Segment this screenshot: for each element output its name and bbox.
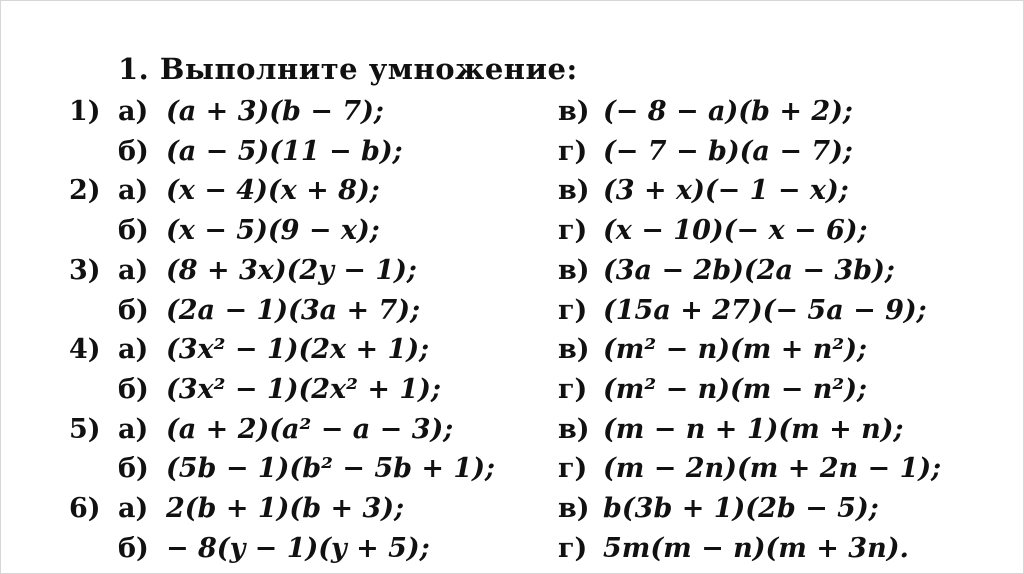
item-label: г) — [558, 453, 588, 485]
math-expression: 2(b + 1)(b + 3); — [166, 493, 405, 524]
item-label: б) — [118, 215, 149, 247]
exercise-number: 5) — [69, 413, 101, 445]
exercise-row — [0, 414, 1024, 454]
exercise-row — [0, 255, 1024, 295]
item-label: в) — [558, 334, 590, 366]
exercise-row — [0, 493, 1024, 533]
math-expression: (8 + 3x)(2y − 1); — [166, 254, 417, 286]
math-expression: (3x² − 1)(2x + 1); — [166, 334, 430, 366]
math-expression: b(3b + 1)(2b − 5); — [603, 493, 879, 524]
exercise-row — [0, 533, 1024, 573]
item-label: в) — [558, 96, 590, 127]
math-expression: (m² − n)(m + n²); — [603, 334, 867, 366]
item-label: б) — [118, 135, 149, 167]
exercise-title: 1. Выполните умножение: — [118, 52, 578, 86]
item-label: г) — [558, 373, 588, 405]
math-expression: (m² − n)(m − n²); — [603, 373, 867, 405]
exercise-row — [0, 175, 1024, 215]
item-label: г) — [558, 135, 588, 167]
exercise-row — [0, 334, 1024, 374]
exercise-row — [0, 136, 1024, 176]
math-expression: − 8(y − 1)(y + 5); — [166, 532, 430, 564]
item-label: в) — [558, 254, 590, 286]
exercise-row — [0, 96, 1024, 136]
item-label: б) — [118, 453, 149, 485]
item-label: г) — [558, 532, 588, 564]
item-label: г) — [558, 215, 588, 247]
item-label: а) — [118, 175, 149, 207]
exercise-number: 1) — [69, 96, 101, 127]
exercise-row — [0, 453, 1024, 493]
exercise-number: 2) — [69, 175, 101, 207]
exercise-number: 4) — [69, 334, 101, 366]
math-expression: (5b − 1)(b² − 5b + 1); — [166, 453, 495, 485]
item-label: а) — [118, 493, 149, 524]
item-label: а) — [118, 254, 149, 286]
math-expression: (x − 4)(x + 8); — [166, 175, 380, 207]
math-expression: (m − n + 1)(m + n); — [603, 413, 904, 445]
item-label: в) — [558, 175, 590, 207]
exercise-row — [0, 374, 1024, 414]
math-expression: (15a + 27)(− 5a − 9); — [603, 294, 927, 326]
item-label: в) — [558, 413, 590, 445]
math-expression: 5m(m − n)(m + 3n). — [603, 532, 909, 564]
item-label: б) — [118, 373, 149, 405]
item-label: в) — [558, 493, 590, 524]
math-expression: (a − 5)(11 − b); — [166, 135, 403, 167]
math-expression: (x − 10)(− x − 6); — [603, 215, 868, 247]
exercise-number: 3) — [69, 254, 101, 286]
math-expression: (− 7 − b)(a − 7); — [603, 135, 853, 167]
math-expression: (3 + x)(− 1 − x); — [603, 175, 849, 207]
math-expression: (a + 2)(a² − a − 3); — [166, 413, 454, 445]
math-expression: (m − 2n)(m + 2n − 1); — [603, 453, 942, 485]
item-label: б) — [118, 294, 149, 326]
item-label: а) — [118, 413, 149, 445]
item-label: а) — [118, 96, 149, 127]
exercise-number: 6) — [69, 493, 101, 524]
exercise-row — [0, 295, 1024, 335]
exercise-row — [0, 215, 1024, 255]
math-expression: (a + 3)(b − 7); — [166, 96, 384, 127]
math-expression: (3x² − 1)(2x² + 1); — [166, 373, 441, 405]
math-expression: (3a − 2b)(2a − 3b); — [603, 254, 895, 286]
math-expression: (2a − 1)(3a + 7); — [166, 294, 421, 326]
math-expression: (− 8 − a)(b + 2); — [603, 96, 853, 127]
item-label: а) — [118, 334, 149, 366]
math-expression: (x − 5)(9 − x); — [166, 215, 380, 247]
item-label: б) — [118, 532, 149, 564]
item-label: г) — [558, 294, 588, 326]
